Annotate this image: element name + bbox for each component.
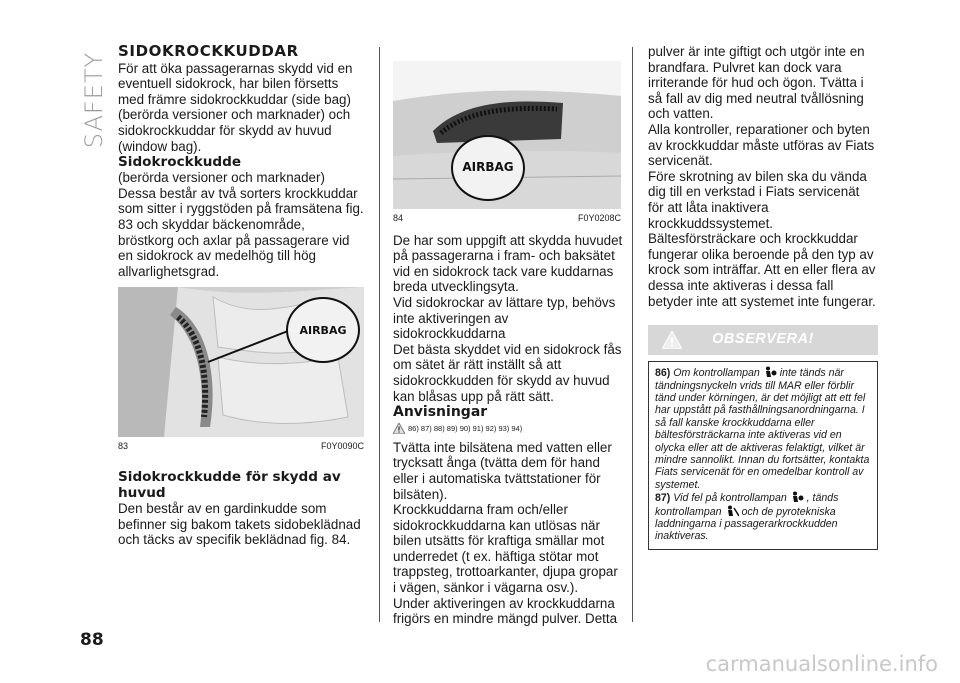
section-label: SAFETY bbox=[80, 51, 108, 149]
paragraph: Under aktiveringen av krockkuddarna frigörs en mindre mängd pulver. Detta bbox=[393, 595, 618, 627]
column-3 bbox=[648, 44, 878, 550]
paragraph: (berörda versioner och marknader) Dessa består av två sorters krockkuddar som sitter i ryggstöden på framsätena fig. 83 och skyddar bäckenområde, bröstkorg och axlar på passagerare vid en sidokrock av medelhög till hög allvarlighetsgrad. bbox=[118, 170, 364, 279]
subheading-side-bag: Sidokrockkudde bbox=[118, 154, 242, 171]
figure-number: 84 bbox=[393, 213, 404, 223]
figure-caption bbox=[118, 439, 364, 455]
paragraph: Den består av en gardinkudde som befinner sig bakom takets sidobeklädnad och täcks av specifik beklädnad fig. 84. bbox=[118, 500, 361, 548]
section-title: SIDOKROCKKUDDAR bbox=[118, 42, 299, 60]
intro-paragraph: För att öka passagerarnas skydd vid en eventuell sidokrock, har bilen försetts med främre sidokrockkuddar (side bag) (berörda versioner och marknader) och sidokrockkuddar för skydd av huvud (window bag). bbox=[118, 60, 353, 154]
column-1 bbox=[118, 44, 364, 548]
paragraph: Alla kontroller, reparationer och byten av krockkuddar måste utföras av Fiats servicenät. bbox=[648, 121, 875, 169]
figure-number: 83 bbox=[118, 441, 129, 452]
paragraph: pulver är inte giftigt och utgör inte en brandfara. Pulvret kan dock vara irriterande för hud och ögon. Tvätta i så fall av dig med neutral tvållösning och vatten. bbox=[648, 44, 865, 122]
warning-references: 86) 87) 88) 89) 90) 91) 92) 93) 94) bbox=[393, 421, 623, 437]
paragraph: Bältesförsträckare och krockkuddar fungerar olika beroende på den typ av krock som inträffar. Att en eller flera av dessa inte aktiveras i dessa fall betyder inte att systemet inte fungerar. bbox=[648, 231, 876, 309]
instructions-heading: Anvisningar bbox=[393, 404, 488, 421]
warning-header bbox=[648, 325, 878, 355]
page-number: 88 bbox=[80, 630, 104, 650]
paragraph: Det bästa skyddet vid en sidokrock fås om sätet är rätt inställt så att sidokrockkudden för skydd av huvud kan blåsas upp på rätt sätt. bbox=[393, 341, 622, 404]
paragraph: Tvätta inte bilsätena med vatten eller trycksatt ånga (tvätta dem för hand eller i automatiska tvättstationer för bilsäten). bbox=[393, 439, 612, 502]
paragraph: Före skrotning av bilen ska du vända dig till en verkstad i Fiats servicenät för att låta inaktivera krockkuddssystemet. bbox=[648, 168, 867, 231]
paragraph: Krockkuddarna fram och/eller sidokrockkuddarna kan utlösas när bilen utsätts för kraftiga smällar mot underredet (t ex. häftiga stötar mot trappsteg, trottoarkanter, djupa gropar i vägen, sänkor i vägarna osv.). bbox=[393, 502, 618, 596]
warning-note-86: 86) Om kontrollampan inte tänds när tändningsnyckeln vrids till MAR eller förblir tänd under körningen, är det möjligt att ett fel har uppstått på fasthållningsanordningarna. I så fall kanske krockkuddarna eller bältesförsträckarna inte aktiveras vid en olycka eller att de aktiveras felaktigt, vilket är mindre sannolikt. Innan du fortsätter, kontakta Fiats servicenät för en omedelbar kontroll av systemet. bbox=[655, 367, 870, 491]
warning-triangle-icon bbox=[662, 331, 682, 349]
subheading-window-bag: Sidokrockkudde för skydd av huvud bbox=[118, 468, 341, 501]
airbag-warning-lamp-icon bbox=[763, 366, 777, 378]
figure-code: F0Y0090C bbox=[320, 441, 364, 452]
paragraph: De har som uppgift att skydda huvudet på passagerarna i fram- och baksätet vid en sidokrock tack vare kuddarnas breda utvecklingsyta. bbox=[393, 232, 623, 295]
airbag-badge: AIRBAG bbox=[286, 297, 360, 363]
warning-note-87: 87) Vid fel på kontrollampan , tänds kontrollampan och de pyrotekniska laddningarna i passagerarkrockkudden inaktiveras. bbox=[655, 492, 839, 543]
warning-title: OBSERVERA! bbox=[712, 331, 814, 348]
column-divider bbox=[379, 47, 380, 622]
figure-84 bbox=[393, 61, 621, 209]
figure-code: F0Y0208C bbox=[577, 213, 621, 223]
paragraph: Vid sidokrockar av lättare typ, behövs inte aktiveringen av sidokrockkuddarna bbox=[393, 294, 616, 342]
figure-83 bbox=[118, 287, 364, 437]
passenger-airbag-off-lamp-icon bbox=[725, 505, 739, 517]
watermark: carmanualsonline.info bbox=[705, 652, 938, 676]
airbag-warning-lamp-icon bbox=[790, 491, 804, 503]
airbag-badge: AIRBAG bbox=[451, 135, 525, 201]
figure-caption bbox=[393, 211, 621, 227]
column-2 bbox=[393, 61, 639, 627]
warning-box bbox=[648, 361, 878, 550]
warning-triangle-icon bbox=[393, 423, 405, 434]
